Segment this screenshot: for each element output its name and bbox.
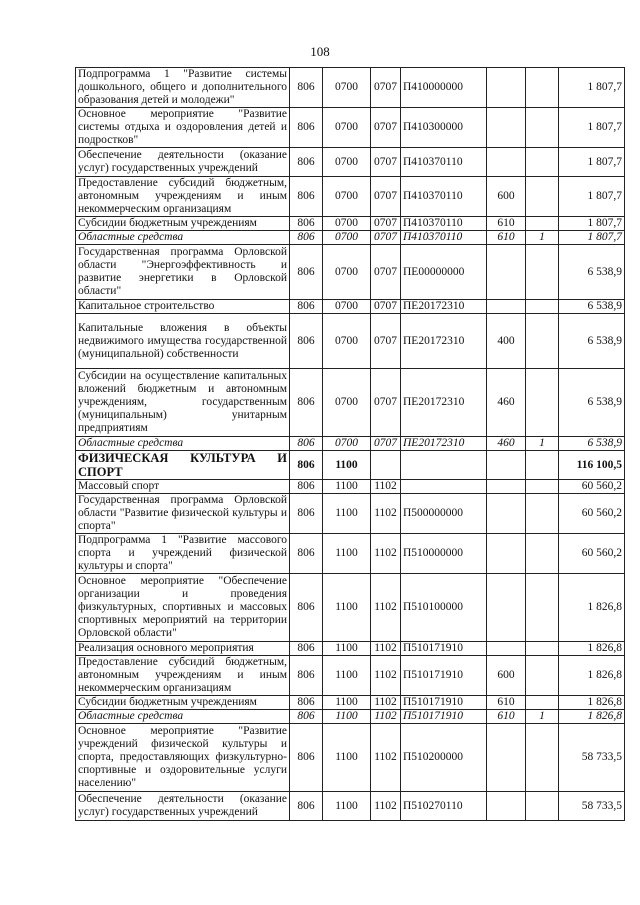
row-name: Основное мероприятие "Развитие системы отдыха и оздоровления детей и подростков" (76, 108, 290, 148)
row-x (526, 724, 559, 792)
table-row (76, 108, 625, 148)
row-cs: П510270110 (401, 792, 487, 821)
row-pr: 1102 (371, 574, 401, 642)
row-sum: 6 538,9 (559, 300, 625, 314)
row-rz: 0700 (323, 231, 371, 245)
row-rz: 1100 (323, 792, 371, 821)
row-gr: 806 (290, 792, 323, 821)
table-row (76, 437, 625, 451)
table-row (76, 696, 625, 710)
row-x (526, 217, 559, 231)
row-sum: 1 826,8 (559, 696, 625, 710)
row-cs: П510171910 (401, 696, 487, 710)
row-pr: 0707 (371, 177, 401, 217)
table-row (76, 480, 625, 494)
row-vr: 460 (487, 437, 526, 451)
table-row (76, 217, 625, 231)
row-vr (487, 642, 526, 656)
row-x (526, 792, 559, 821)
row-vr (487, 245, 526, 300)
row-vr: 610 (487, 710, 526, 724)
row-gr: 806 (290, 108, 323, 148)
row-rz: 1100 (323, 656, 371, 696)
row-cs: П510171910 (401, 656, 487, 696)
row-gr: 806 (290, 217, 323, 231)
row-name: Предоставление субсидий бюджетным, автономным учреждениям и иным некоммерческим организациям (76, 177, 290, 217)
table-row (76, 68, 625, 108)
table-row (76, 656, 625, 696)
row-sum: 116 100,5 (559, 451, 625, 480)
row-sum: 1 807,7 (559, 68, 625, 108)
row-pr: 0707 (371, 300, 401, 314)
row-rz: 0700 (323, 369, 371, 437)
table-row (76, 724, 625, 792)
row-x (526, 68, 559, 108)
table-row (76, 300, 625, 314)
row-rz: 1100 (323, 710, 371, 724)
row-sum: 1 826,8 (559, 574, 625, 642)
row-cs (401, 480, 487, 494)
row-x (526, 480, 559, 494)
row-name: Массовый спорт (76, 480, 290, 494)
row-cs: П510171910 (401, 642, 487, 656)
row-cs (401, 451, 487, 480)
row-vr (487, 68, 526, 108)
row-gr: 806 (290, 480, 323, 494)
row-pr: 0707 (371, 314, 401, 369)
row-gr: 806 (290, 574, 323, 642)
row-cs: П510000000 (401, 534, 487, 574)
row-vr (487, 480, 526, 494)
row-cs: П410300000 (401, 108, 487, 148)
row-gr: 806 (290, 534, 323, 574)
row-pr: 0707 (371, 231, 401, 245)
row-vr (487, 494, 526, 534)
row-sum: 1 807,7 (559, 108, 625, 148)
row-sum: 6 538,9 (559, 437, 625, 451)
row-vr: 600 (487, 656, 526, 696)
row-vr (487, 108, 526, 148)
row-x (526, 696, 559, 710)
row-gr: 806 (290, 148, 323, 177)
row-name: Реализация основного мероприятия (76, 642, 290, 656)
row-sum: 1 807,7 (559, 148, 625, 177)
row-pr: 0707 (371, 68, 401, 108)
row-pr: 1102 (371, 480, 401, 494)
row-x (526, 300, 559, 314)
table-row (76, 574, 625, 642)
row-sum: 1 807,7 (559, 231, 625, 245)
row-sum: 6 538,9 (559, 314, 625, 369)
row-pr: 1102 (371, 494, 401, 534)
row-x (526, 245, 559, 300)
page-number: 108 (310, 44, 330, 59)
row-gr: 806 (290, 437, 323, 451)
row-name: Областные средства (76, 710, 290, 724)
row-name: ФИЗИЧЕСКАЯ КУЛЬТУРА И СПОРТ (76, 451, 290, 480)
row-sum: 1 826,8 (559, 710, 625, 724)
row-name: Капитальные вложения в объекты недвижимого имущества государственной (муниципальной) собственности (76, 314, 290, 369)
row-rz: 1100 (323, 696, 371, 710)
row-sum: 6 538,9 (559, 369, 625, 437)
row-cs: П410370110 (401, 148, 487, 177)
row-x (526, 574, 559, 642)
table-row (76, 792, 625, 821)
table-row (76, 314, 625, 369)
row-gr: 806 (290, 642, 323, 656)
row-pr: 1102 (371, 642, 401, 656)
row-pr: 0707 (371, 245, 401, 300)
row-pr: 1102 (371, 696, 401, 710)
row-sum: 58 733,5 (559, 724, 625, 792)
row-gr: 806 (290, 245, 323, 300)
row-gr: 806 (290, 710, 323, 724)
table-row (76, 369, 625, 437)
row-cs: П410000000 (401, 68, 487, 108)
table-row (76, 642, 625, 656)
row-cs: П410370110 (401, 231, 487, 245)
row-cs: П410370110 (401, 177, 487, 217)
row-rz: 1100 (323, 494, 371, 534)
budget-table (75, 67, 625, 821)
row-name: Капитальное строительство (76, 300, 290, 314)
row-gr: 806 (290, 369, 323, 437)
row-sum: 60 560,2 (559, 534, 625, 574)
row-pr: 0707 (371, 369, 401, 437)
row-sum: 1 807,7 (559, 177, 625, 217)
row-name: Основное мероприятие "Обеспечение организации и проведения физкультурных, спортивных и массовых спортивных мероприятий на территории Орловской области" (76, 574, 290, 642)
row-pr: 1102 (371, 792, 401, 821)
row-cs: П510200000 (401, 724, 487, 792)
row-x (526, 314, 559, 369)
row-x (526, 177, 559, 217)
row-gr: 806 (290, 451, 323, 480)
row-sum: 1 826,8 (559, 656, 625, 696)
row-rz: 0700 (323, 245, 371, 300)
row-name: Обеспечение деятельности (оказание услуг) государственных учреждений (76, 792, 290, 821)
row-name: Основное мероприятие "Развитие учреждений физической культуры и спорта, предоставляющих физкультурно-спортивные и оздоровительные услуги населению" (76, 724, 290, 792)
row-x (526, 148, 559, 177)
row-gr: 806 (290, 724, 323, 792)
row-name: Субсидии на осуществление капитальных вложений бюджетным и автономным учреждениям, государственным (муниципальным) унитарным предприятиям (76, 369, 290, 437)
row-vr: 460 (487, 369, 526, 437)
table-row (76, 451, 625, 480)
row-x: 1 (526, 231, 559, 245)
row-pr: 0707 (371, 148, 401, 177)
table-row (76, 231, 625, 245)
row-rz: 1100 (323, 534, 371, 574)
row-vr (487, 574, 526, 642)
row-x: 1 (526, 710, 559, 724)
row-cs: П510171910 (401, 710, 487, 724)
table-row (76, 710, 625, 724)
row-vr: 610 (487, 231, 526, 245)
row-sum: 58 733,5 (559, 792, 625, 821)
row-name: Областные средства (76, 231, 290, 245)
row-rz: 1100 (323, 724, 371, 792)
row-vr (487, 300, 526, 314)
row-name: Государственная программа Орловской области "Энергоэффективность и развитие энергетики в Орловской области" (76, 245, 290, 300)
table-row (76, 534, 625, 574)
table-row (76, 245, 625, 300)
row-rz: 1100 (323, 642, 371, 656)
row-x (526, 369, 559, 437)
row-vr (487, 724, 526, 792)
row-vr: 600 (487, 177, 526, 217)
row-rz: 1100 (323, 480, 371, 494)
row-pr: 0707 (371, 217, 401, 231)
row-pr: 1102 (371, 710, 401, 724)
row-vr (487, 451, 526, 480)
row-gr: 806 (290, 68, 323, 108)
row-rz: 0700 (323, 68, 371, 108)
table-row (76, 177, 625, 217)
row-pr: 1102 (371, 656, 401, 696)
row-gr: 806 (290, 314, 323, 369)
row-name: Субсидии бюджетным учреждениям (76, 696, 290, 710)
row-sum: 60 560,2 (559, 494, 625, 534)
row-name: Подпрограмма 1 "Развитие системы дошкольного, общего и дополнительного образования детей и молодежи" (76, 68, 290, 108)
row-rz: 0700 (323, 314, 371, 369)
row-cs: П500000000 (401, 494, 487, 534)
row-name: Предоставление субсидий бюджетным, автономным учреждениям и иным некоммерческим организациям (76, 656, 290, 696)
row-gr: 806 (290, 494, 323, 534)
row-x (526, 656, 559, 696)
row-rz: 1100 (323, 451, 371, 480)
row-pr: 0707 (371, 108, 401, 148)
row-rz: 0700 (323, 437, 371, 451)
row-x (526, 642, 559, 656)
row-vr: 610 (487, 217, 526, 231)
row-vr (487, 534, 526, 574)
row-rz: 1100 (323, 574, 371, 642)
row-rz: 0700 (323, 177, 371, 217)
row-cs: ПЕ20172310 (401, 437, 487, 451)
row-rz: 0700 (323, 300, 371, 314)
row-x (526, 108, 559, 148)
row-pr: 1102 (371, 724, 401, 792)
row-gr: 806 (290, 656, 323, 696)
row-cs: ПЕ20172310 (401, 314, 487, 369)
row-vr: 400 (487, 314, 526, 369)
row-rz: 0700 (323, 148, 371, 177)
row-x (526, 494, 559, 534)
row-cs: П410370110 (401, 217, 487, 231)
row-gr: 806 (290, 696, 323, 710)
row-vr: 610 (487, 696, 526, 710)
row-name: Государственная программа Орловской области "Развитие физической культуры и спорта" (76, 494, 290, 534)
row-x: 1 (526, 437, 559, 451)
row-name: Обеспечение деятельности (оказание услуг) государственных учреждений (76, 148, 290, 177)
row-sum: 60 560,2 (559, 480, 625, 494)
row-pr: 1102 (371, 534, 401, 574)
row-vr (487, 148, 526, 177)
row-name: Субсидии бюджетным учреждениям (76, 217, 290, 231)
row-pr (371, 451, 401, 480)
row-x (526, 534, 559, 574)
row-gr: 806 (290, 231, 323, 245)
row-rz: 0700 (323, 217, 371, 231)
row-rz: 0700 (323, 108, 371, 148)
table-row (76, 148, 625, 177)
row-sum: 1 826,8 (559, 642, 625, 656)
row-cs: ПЕ00000000 (401, 245, 487, 300)
row-cs: ПЕ20172310 (401, 369, 487, 437)
row-sum: 1 807,7 (559, 217, 625, 231)
row-sum: 6 538,9 (559, 245, 625, 300)
table-row (76, 494, 625, 534)
row-vr (487, 792, 526, 821)
row-x (526, 451, 559, 480)
row-gr: 806 (290, 300, 323, 314)
row-gr: 806 (290, 177, 323, 217)
row-pr: 0707 (371, 437, 401, 451)
row-cs: ПЕ20172310 (401, 300, 487, 314)
row-cs: П510100000 (401, 574, 487, 642)
row-name: Областные средства (76, 437, 290, 451)
row-name: Подпрограмма 1 "Развитие массового спорта и учреждений физической культуры и спорта" (76, 534, 290, 574)
